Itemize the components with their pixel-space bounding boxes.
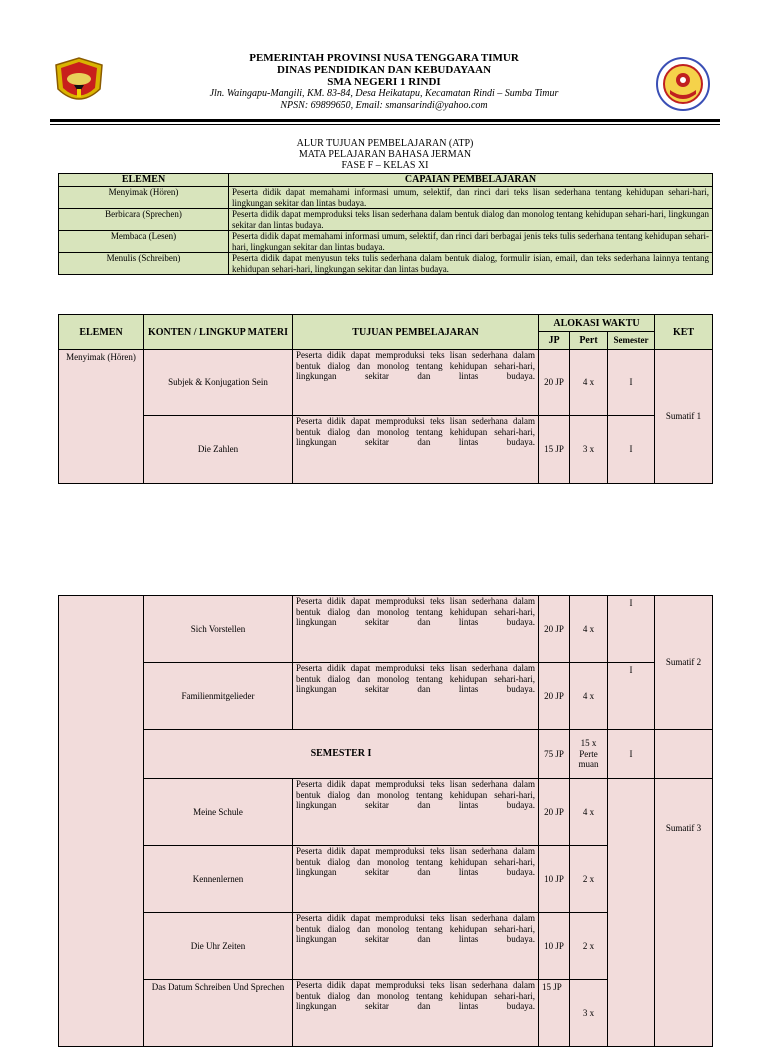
capaian-row	[59, 231, 713, 253]
atp-jp: 10 JP	[539, 913, 570, 980]
atp-tujuan: Peserta didik dapat memproduksi teks lisan sederhana dalam bentuk dialog dan monolog tentang kehidupan sehari-hari, lingkungan sekitar dan lintas budaya.	[293, 596, 539, 663]
atp-pert: 4 x	[570, 596, 608, 663]
atp-jp: 20 JP	[539, 663, 570, 730]
atp-jp: 20 JP	[539, 779, 570, 846]
letterhead-rule-thin	[50, 124, 720, 125]
atp-header-tujuan: TUJUAN PEMBELAJARAN	[293, 315, 539, 350]
capaian-deskripsi: Peserta didik dapat memahami informasi umum, selektif, dan rinci dari teks lisan sederhana tentang kehidupan sehari-hari, lingkungan sekitar dan lintas budaya.	[229, 187, 713, 209]
document-title	[58, 138, 712, 171]
atp-jp: 20 JP	[539, 350, 570, 416]
atp-konten: Meine Schule	[144, 779, 293, 846]
atp-konten: Subjek & Konjugation Sein	[144, 350, 293, 416]
atp-semester-summary-ket	[655, 730, 713, 779]
atp-semester: I	[608, 416, 655, 484]
atp-table-part2	[58, 595, 713, 1047]
atp-row	[59, 663, 713, 730]
atp-konten: Die Uhr Zeiten	[144, 913, 293, 980]
capaian-row	[59, 209, 713, 231]
school-logo	[654, 56, 712, 112]
letterhead-line1: PEMERINTAH PROVINSI NUSA TENGGARA TIMUR	[249, 52, 519, 64]
atp-pert: 3 x	[570, 980, 608, 1047]
atp-tujuan: Peserta didik dapat memproduksi teks lisan sederhana dalam bentuk dialog dan monolog tentang kehidupan sehari-hari, lingkungan sekitar dan lintas budaya.	[293, 913, 539, 980]
atp-row	[59, 596, 713, 663]
atp-konten: Kennenlernen	[144, 846, 293, 913]
atp-pert: 2 x	[570, 846, 608, 913]
letterhead-rule-thick	[50, 119, 720, 122]
atp-konten: Familienmitgelieder	[144, 663, 293, 730]
capaian-deskripsi: Peserta didik dapat menyusun teks tulis sederhana dalam bentuk dialog, formulir isian, email, dan teks sederhana lainnya tentang kehidupan sehari-hari, lingkungan sekitar dan lintas budaya.	[229, 253, 713, 275]
capaian-row	[59, 253, 713, 275]
capaian-table	[58, 173, 713, 275]
atp-header-elemen: ELEMEN	[59, 315, 144, 350]
atp-jp: 10 JP	[539, 846, 570, 913]
letterhead	[120, 52, 648, 112]
atp-semester-summary-label: SEMESTER I	[144, 730, 539, 779]
atp-semester: I	[608, 596, 655, 663]
capaian-header-cp: CAPAIAN PEMBELAJARAN	[229, 174, 713, 187]
atp-ket: Sumatif 2	[655, 596, 713, 730]
letterhead-contact: NPSN: 69899650, Email: smansarindi@yahoo.com	[280, 100, 488, 111]
atp-jp: 15 JP	[539, 416, 570, 484]
atp-header-semester: Semester	[608, 332, 655, 350]
atp-elemen: Menyimak (Hören)	[59, 350, 144, 484]
atp-table-part1	[58, 314, 713, 484]
atp-tujuan: Peserta didik dapat memproduksi teks lisan sederhana dalam bentuk dialog dan monolog tentang kehidupan sehari-hari, lingkungan sekitar dan lintas budaya.	[293, 416, 539, 484]
atp-header-alokasi: ALOKASI WAKTU	[539, 315, 655, 332]
atp-header-konten: KONTEN / LINGKUP MATERI	[144, 315, 293, 350]
atp-row	[59, 350, 713, 416]
atp-elemen-continued	[59, 596, 144, 1047]
atp-semester-summary-semester: I	[608, 730, 655, 779]
atp-pert: 4 x	[570, 350, 608, 416]
atp-pert: 4 x	[570, 779, 608, 846]
atp-row	[59, 779, 713, 846]
atp-header-row	[59, 315, 713, 332]
atp-header-jp: JP	[539, 332, 570, 350]
atp-konten: Die Zahlen	[144, 416, 293, 484]
atp-semester-summary-row	[59, 730, 713, 779]
capaian-elemen: Menulis (Schreiben)	[59, 253, 229, 275]
capaian-elemen: Membaca (Lesen)	[59, 231, 229, 253]
capaian-deskripsi: Peserta didik dapat memproduksi teks lisan sederhana dalam bentuk dialog dan monolog tentang kehidupan sehari-hari, lingkungan sekitar dan lintas budaya.	[229, 209, 713, 231]
atp-semester: I	[608, 350, 655, 416]
capaian-elemen: Menyimak (Hören)	[59, 187, 229, 209]
atp-ket: Sumatif 3	[655, 779, 713, 1047]
atp-header-pert: Pert	[570, 332, 608, 350]
document-title-1: ALUR TUJUAN PEMBELAJARAN (ATP)	[296, 138, 474, 149]
atp-jp: 15 JP	[539, 980, 570, 1047]
atp-semester: I	[608, 663, 655, 730]
atp-jp: 20 JP	[539, 596, 570, 663]
atp-tujuan: Peserta didik dapat memproduksi teks lisan sederhana dalam bentuk dialog dan monolog tentang kehidupan sehari-hari, lingkungan sekitar dan lintas budaya.	[293, 846, 539, 913]
atp-tujuan: Peserta didik dapat memproduksi teks lisan sederhana dalam bentuk dialog dan monolog tentang kehidupan sehari-hari, lingkungan sekitar dan lintas budaya.	[293, 663, 539, 730]
capaian-elemen: Berbicara (Sprechen)	[59, 209, 229, 231]
atp-semester-summary-jp: 75 JP	[539, 730, 570, 779]
atp-row	[59, 416, 713, 484]
atp-semester-summary-pert: 15 x Perte muan	[570, 730, 608, 779]
capaian-header-row	[59, 174, 713, 187]
atp-tujuan: Peserta didik dapat memproduksi teks lisan sederhana dalam bentuk dialog dan monolog tentang kehidupan sehari-hari, lingkungan sekitar dan lintas budaya.	[293, 350, 539, 416]
atp-konten: Das Datum Schreiben Und Sprechen	[144, 980, 293, 1047]
capaian-row	[59, 187, 713, 209]
letterhead-line2: DINAS PENDIDIKAN DAN KEBUDAYAAN	[276, 64, 492, 76]
capaian-header-elemen: ELEMEN	[59, 174, 229, 187]
atp-pert: 2 x	[570, 913, 608, 980]
document-title-3: FASE F – KELAS XI	[341, 160, 429, 171]
atp-tujuan: Peserta didik dapat memproduksi teks lisan sederhana dalam bentuk dialog dan monolog tentang kehidupan sehari-hari, lingkungan sekitar dan lintas budaya.	[293, 779, 539, 846]
atp-pert: 4 x	[570, 663, 608, 730]
province-seal-logo	[50, 55, 108, 111]
atp-tujuan: Peserta didik dapat memproduksi teks lisan sederhana dalam bentuk dialog dan monolog tentang kehidupan sehari-hari, lingkungan sekitar dan lintas budaya.	[293, 980, 539, 1047]
capaian-deskripsi: Peserta didik dapat memahami informasi umum, selektif, dan rinci dari berbagai jenis teks tulis sederhana tentang kehidupan sehari-hari, lingkungan sekitar dan lintas budaya.	[229, 231, 713, 253]
atp-konten: Sich Vorstellen	[144, 596, 293, 663]
atp-pert: 3 x	[570, 416, 608, 484]
atp-semester	[608, 779, 655, 1047]
atp-ket: Sumatif 1	[655, 350, 713, 484]
letterhead-address: Jln. Waingapu-Mangili, KM. 83-84, Desa Heikatapu, Kecamatan Rindi – Sumba Timur	[209, 88, 559, 99]
document-title-2: MATA PELAJARAN BAHASA JERMAN	[298, 149, 472, 160]
letterhead-line3: SMA NEGERI 1 RINDI	[327, 76, 441, 88]
atp-header-ket: KET	[655, 315, 713, 350]
